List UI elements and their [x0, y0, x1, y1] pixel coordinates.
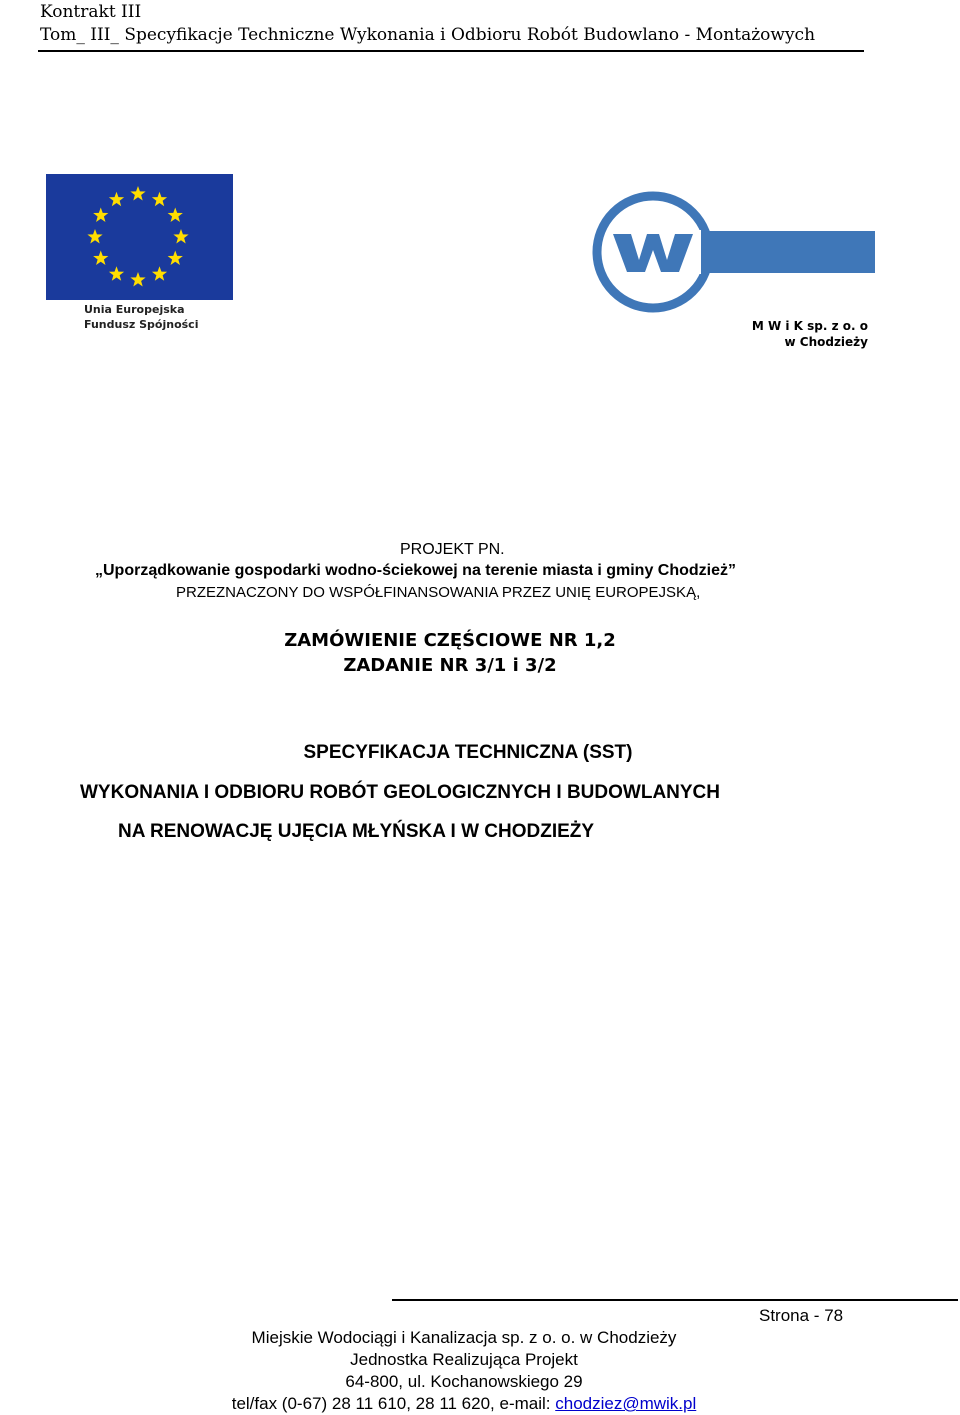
- eu-star-icon: [168, 208, 183, 222]
- eu-caption: [84, 302, 198, 332]
- page-number: Strona - 78: [759, 1306, 844, 1325]
- project-funding-note: PRZEZNACZONY DO WSPÓŁFINANSOWANIA PRZEZ UNIĘ EUROPEJSKĄ,: [176, 584, 701, 601]
- project-title: „Uporządkowanie gospodarki wodno-ściekowej na terenie miasta i gminy Chodzież”: [95, 562, 737, 579]
- mwik-logo: [587, 186, 875, 316]
- eu-star-icon: [93, 208, 108, 222]
- footer-address: 64-800, ul. Kochanowskiego 29: [345, 1372, 583, 1391]
- eu-star-icon: [173, 229, 188, 243]
- footer-contact: [184, 1394, 744, 1414]
- eu-flag-logo: [46, 174, 233, 300]
- footer-company: Miejskie Wodociągi i Kanalizacja sp. z o. o. w Chodzieży: [251, 1328, 677, 1347]
- spec-subtitle-1: WYKONANIA I ODBIORU ROBÓT GEOLOGICZNYCH I BUDOWLANYCH: [80, 782, 720, 803]
- footer-email-link[interactable]: chodziez@mwik.pl: [555, 1394, 697, 1413]
- company-name-line1: M W i K sp. z o. o: [751, 319, 868, 333]
- eu-caption-line1: Unia Europejska: [84, 303, 185, 316]
- eu-star-icon: [130, 272, 145, 286]
- mwik-w-logo-icon: [587, 186, 875, 316]
- footer-divider: [392, 1299, 958, 1301]
- eu-star-icon: [130, 186, 145, 200]
- spec-title: SPECYFIKACJA TECHNICZNA (SST): [303, 742, 633, 763]
- footer-unit: Jednostka Realizująca Projekt: [350, 1350, 578, 1369]
- header-volume-title: Tom_ III_ Specyfikacje Techniczne Wykonania i Odbioru Robót Budowlano - Montażowych: [40, 25, 816, 45]
- header-divider: [38, 50, 864, 52]
- eu-star-icon: [109, 266, 124, 280]
- eu-star-icon: [93, 251, 108, 265]
- eu-star-icon: [152, 192, 167, 206]
- task-number: ZADANIE NR 3/1 i 3/2: [343, 655, 557, 676]
- project-label: PROJEKT PN.: [400, 541, 505, 558]
- eu-stars-icon: [46, 174, 233, 300]
- eu-star-icon: [109, 192, 124, 206]
- company-name-line2: w Chodzieży: [784, 335, 868, 349]
- eu-star-icon: [87, 229, 102, 243]
- header-contract: Kontrakt III: [40, 2, 142, 22]
- eu-star-icon: [168, 251, 183, 265]
- company-name: [740, 318, 868, 350]
- footer-phone: tel/fax (0-67) 28 11 610, 28 11 620, e-mail:: [231, 1394, 556, 1413]
- eu-star-icon: [152, 266, 167, 280]
- spec-subtitle-2: NA RENOWACJĘ UJĘCIA MŁYŃSKA I W CHODZIEŻY: [118, 821, 595, 842]
- order-part: ZAMÓWIENIE CZĘŚCIOWE NR 1,2: [284, 630, 616, 651]
- eu-caption-line2: Fundusz Spójności: [84, 318, 199, 331]
